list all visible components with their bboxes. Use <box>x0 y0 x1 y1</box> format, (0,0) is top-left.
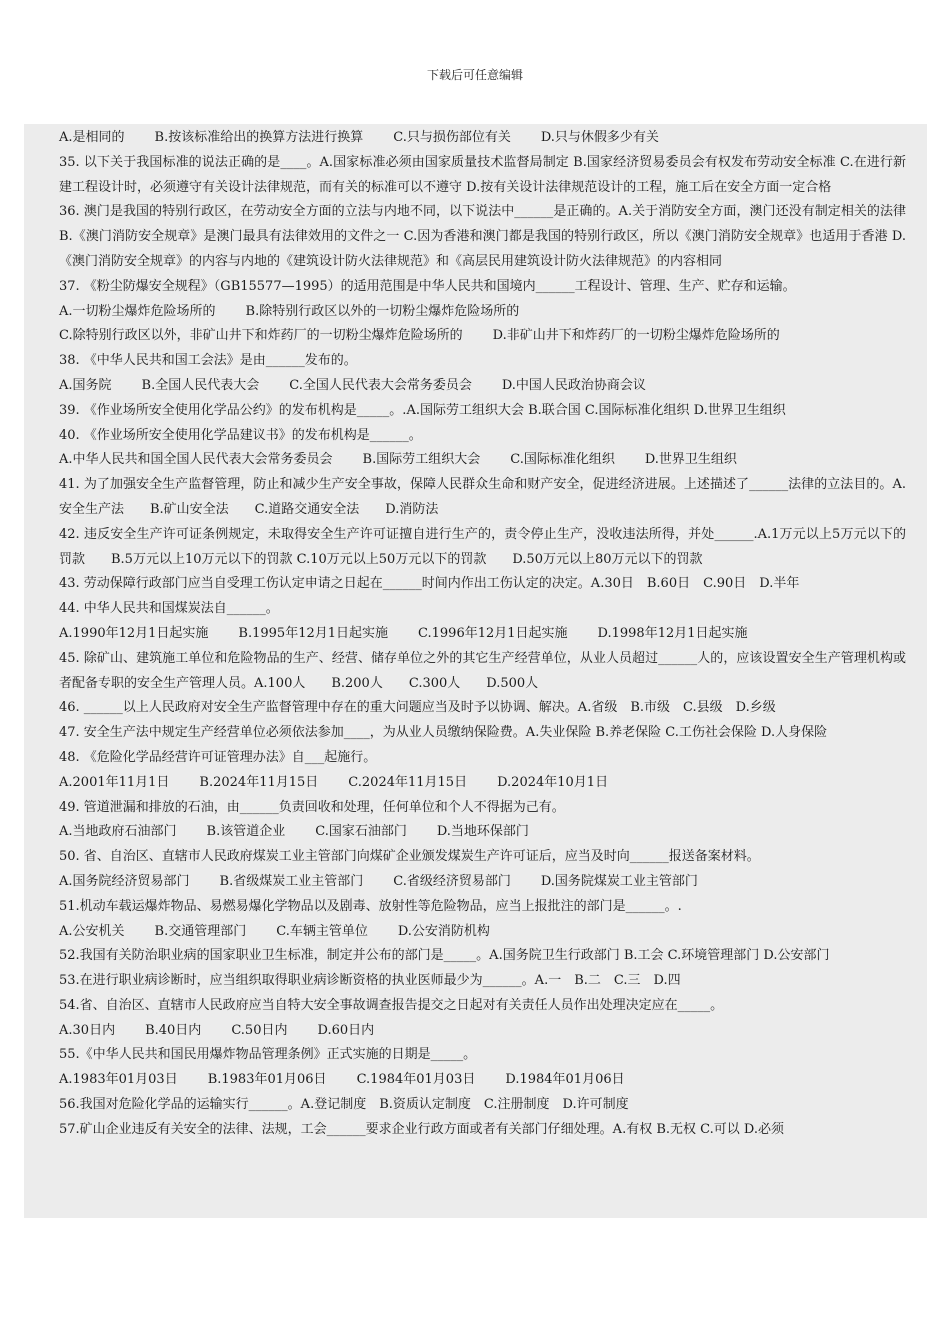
option-text: B.交通管理部门 <box>154 923 247 939</box>
option-row <box>34 374 906 399</box>
option-text: B.1983年01月06日 <box>207 1072 327 1088</box>
question-text: 47. 安全生产法中规定生产经营单位必须依法参加____，为从业人员缴纳保险费。A.失业保险 B.养老保险 C.工伤社会保险 D.人身保险 <box>59 725 828 741</box>
option-text: D.中国人民政治协商会议 <box>501 377 646 393</box>
question-text: 44. 中华人民共和国煤炭法自______。 <box>59 601 279 617</box>
option-text: C.全国人民代表大会常务委员会 <box>289 377 472 393</box>
question-text: 48. 《危险化学品经营许可证管理办法》自___起施行。 <box>59 749 377 765</box>
option-text: A.一切粉尘爆炸危险场所的 <box>59 303 216 319</box>
question-text: 57.矿山企业违反有关安全的法律、法规，工会______要求企业行政方面或者有关部门仔细处理。A.有权 B.无权 C.可以 D.必须 <box>59 1121 784 1137</box>
question-text: 42. 违反安全生产许可证条例规定，未取得安全生产许可证擅自进行生产的，责令停止生产，没收违法所得，并处______.A.1万元以上5万元以下的罚款 B.5万元以上10万元以下的罚款 C.10万元以上50万元以下的罚款 D.50万元以上80万元以下的罚款 <box>59 526 906 567</box>
question-text: 55.《中华人民共和国民用爆炸物品管理条例》正式实施的日期是_____。 <box>59 1047 477 1063</box>
question-text: 56.我国对危险化学品的运输实行______。A.登记制度 B.资质认定制度 C.注册制度 D.许可制度 <box>59 1097 629 1113</box>
option-text: B.国际劳工组织大会 <box>362 452 481 468</box>
option-row <box>34 622 906 647</box>
option-text: C.1996年12月1日起实施 <box>418 625 568 641</box>
option-text: A.公安机关 <box>59 923 125 939</box>
option-text: A.2001年11月1日 <box>59 774 170 790</box>
option-row <box>34 820 906 845</box>
option-text: A.中华人民共和国全国人民代表大会常务委员会 <box>59 452 333 468</box>
option-row <box>34 126 906 151</box>
option-row <box>34 448 906 473</box>
option-text: C.国家石油部门 <box>315 824 407 840</box>
question-text: 51.机动车载运爆炸物品、易燃易爆化学物品以及剧毒、放射性等危险物品，应当上报批注的部门是______。. <box>59 898 682 914</box>
option-text: A.国务院经济贸易部门 <box>59 873 190 889</box>
question-text: 38. 《中华人民共和国工会法》是由______发布的。 <box>59 353 357 369</box>
option-text: C.50日内 <box>231 1022 288 1038</box>
question-text: 40. 《作业场所安全使用化学品建议书》的发布机构是______。 <box>59 427 422 443</box>
option-text: A.是相同的 <box>59 130 125 145</box>
option-text: A.1990年12月1日起实施 <box>59 625 209 641</box>
option-text: C.只与损伤部位有关 <box>393 130 511 145</box>
question-text: 39. 《作业场所安全使用化学品公约》的发布机构是_____。.A.国际劳工组织大会 B.联合国 C.国际标准化组织 D.世界卫生组织 <box>59 402 786 418</box>
option-text: A.当地政府石油部门 <box>59 824 177 840</box>
question-text: 41. 为了加强安全生产监督管理，防止和减少生产安全事故，保障人民群众生命和财产安全，促进经济进展。上述描述了______法律的立法目的。A.安全生产法 B.矿山安全法 C.道路交通安全法 D.消防法 <box>59 477 906 517</box>
question-text: 49. 管道泄漏和排放的石油，由______负责回收和处理，任何单位和个人不得据为己有。 <box>59 799 565 815</box>
option-row <box>34 1068 906 1093</box>
question-list <box>34 126 906 1143</box>
question-text: 46. ______以上人民政府对安全生产监督管理中存在的重大问题应当及时予以协调、解决。A.省级 B.市级 C.县级 D.乡级 <box>59 700 776 716</box>
option-text: D.1998年12月1日起实施 <box>597 625 748 641</box>
option-text: B.2024年11月15日 <box>199 774 319 790</box>
option-text: C.省级经济贸易部门 <box>393 873 511 889</box>
option-text: C.1984年01月03日 <box>356 1072 476 1088</box>
option-text: B.按该标准给出的换算方法进行换算 <box>154 130 364 145</box>
option-text: C.车辆主管单位 <box>276 923 368 939</box>
option-text: B.该管道企业 <box>206 824 286 840</box>
option-text: A.国务院 <box>59 377 112 393</box>
option-text: C.除特别行政区以外，非矿山井下和炸药厂的一切粉尘爆炸危险场所的 <box>59 328 463 344</box>
option-text: A.30日内 <box>59 1022 116 1038</box>
question-text: 36. 澳门是我国的特别行政区，在劳动安全方面的立法与内地不同，以下说法中______是正确的。A.关于消防安全方面，澳门还没有制定相关的法律 B.《澳门消防安全规章》是澳门最具有法律效用的文件之一 C.因为香港和澳门都是我国的特别行政区，所以《澳门消防安全规章》也适用于香港 D.《澳门消防安全规章》的内容与内地的《建筑设计防火法律规范》和《高层民用建筑设计防火法律规范》的内容相同 <box>59 204 906 269</box>
question-text: 37. 《粉尘防爆安全规程》（GB15577—1995）的适用范围是中华人民共和国境内______工程设计、管理、生产、贮存和运输。 <box>59 278 796 294</box>
option-text: D.国务院煤炭工业主管部门 <box>540 873 698 889</box>
option-row <box>34 920 906 945</box>
page-header: 下载后可任意编辑 <box>426 68 523 82</box>
option-text: D.2024年10月1日 <box>497 774 609 790</box>
option-text: D.60日内 <box>317 1022 375 1038</box>
option-text: A.1983年01月03日 <box>59 1072 178 1088</box>
option-text: B.全国人民代表大会 <box>141 377 260 393</box>
option-text: D.当地环保部门 <box>436 824 529 840</box>
question-text: 53.在进行职业病诊断时，应当组织取得职业病诊断资格的执业医师最少为______。A.一 B.二 C.三 D.四 <box>59 973 681 989</box>
option-text: B.省级煤炭工业主管部门 <box>219 873 364 889</box>
question-text: 54.省、自治区、直辖市人民政府应当自特大安全事故调查报告提交之日起对有关责任人员作出处理决定应在_____。 <box>59 997 724 1013</box>
option-text: D.非矿山井下和炸药厂的一切粉尘爆炸危险场所的 <box>492 328 780 344</box>
option-row <box>34 1019 906 1044</box>
option-text: D.世界卫生组织 <box>644 452 737 468</box>
option-row <box>34 771 906 796</box>
option-text: C.2024年11月15日 <box>348 774 468 790</box>
question-text: 52.我国有关防治职业病的国家职业卫生标准，制定并公布的部门是_____。A.国务院卫生行政部门 B.工会 C.环境管理部门 D.公安部门 <box>59 948 830 964</box>
option-row <box>34 870 906 895</box>
option-text: D.公安消防机构 <box>397 923 490 939</box>
question-text: 43. 劳动保障行政部门应当自受理工伤认定申请之日起在______时间内作出工伤认定的决定。A.30日 B.60日 C.90日 D.半年 <box>59 576 800 592</box>
option-row <box>34 324 906 349</box>
option-row <box>34 300 906 325</box>
question-text: 35. 以下关于我国标准的说法正确的是____。A.国家标准必须由国家质量技术监督局制定 B.国家经济贸易委员会有权发布劳动安全标准 C.在进行新建工程设计时，必须遵守有关设计法律规范，而有关的标准可以不遵守 D.按有关设计法律规范设计的工程，施工后在安全方面一定合格 <box>59 154 906 195</box>
option-text: C.国际标准化组织 <box>510 452 615 468</box>
question-text: 45. 除矿山、建筑施工单位和危险物品的生产、经营、储存单位之外的其它生产经营单位，从业人员超过______人的，应该设置安全生产管理机构或者配备专职的安全生产管理人员。A.100人 B.200人 C.300人 D.500人 <box>59 650 906 691</box>
option-text: B.除特别行政区以外的一切粉尘爆炸危险场所的 <box>245 303 520 319</box>
option-text: D.1984年01月06日 <box>505 1072 625 1088</box>
question-text: 50. 省、自治区、直辖市人民政府煤炭工业主管部门向煤矿企业颁发煤炭生产许可证后，应当及时向______报送备案材料。 <box>59 849 760 865</box>
option-text: B.1995年12月1日起实施 <box>238 625 389 641</box>
option-text: D.只与休假多少有关 <box>540 130 659 145</box>
option-text: B.40日内 <box>145 1022 202 1038</box>
